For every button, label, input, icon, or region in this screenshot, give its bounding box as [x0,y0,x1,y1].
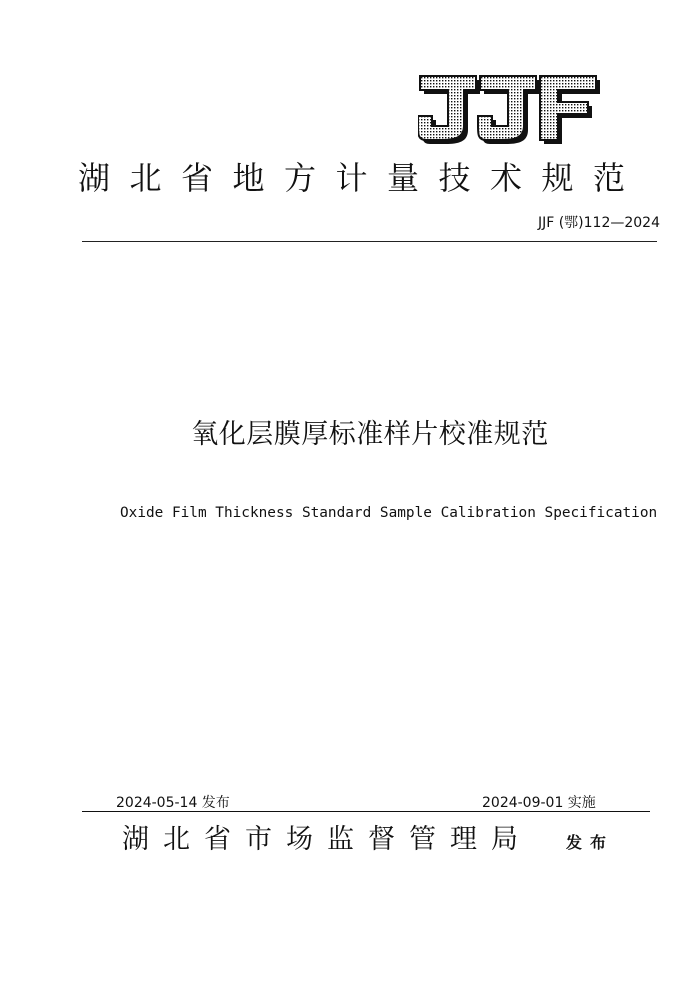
header-title: 湖北省地方计量技术规范 [78,159,645,197]
implement-date: 2024-09-01 实施 [482,795,596,811]
footer-divider [82,811,650,812]
publish-label: 发布 [566,833,615,852]
standard-code: JJF (鄂)112—2024 [537,215,660,231]
document-title-zh: 氧化层膜厚标准样片校准规范 [191,419,549,450]
header-divider [82,241,657,242]
document-title-en: Oxide Film Thickness Standard Sample Calibration Specification [120,505,658,521]
jjf-logo [418,74,600,146]
release-date: 2024-05-14 发布 [116,795,230,811]
publisher-name: 湖北省市场监督管理局 [122,824,532,855]
